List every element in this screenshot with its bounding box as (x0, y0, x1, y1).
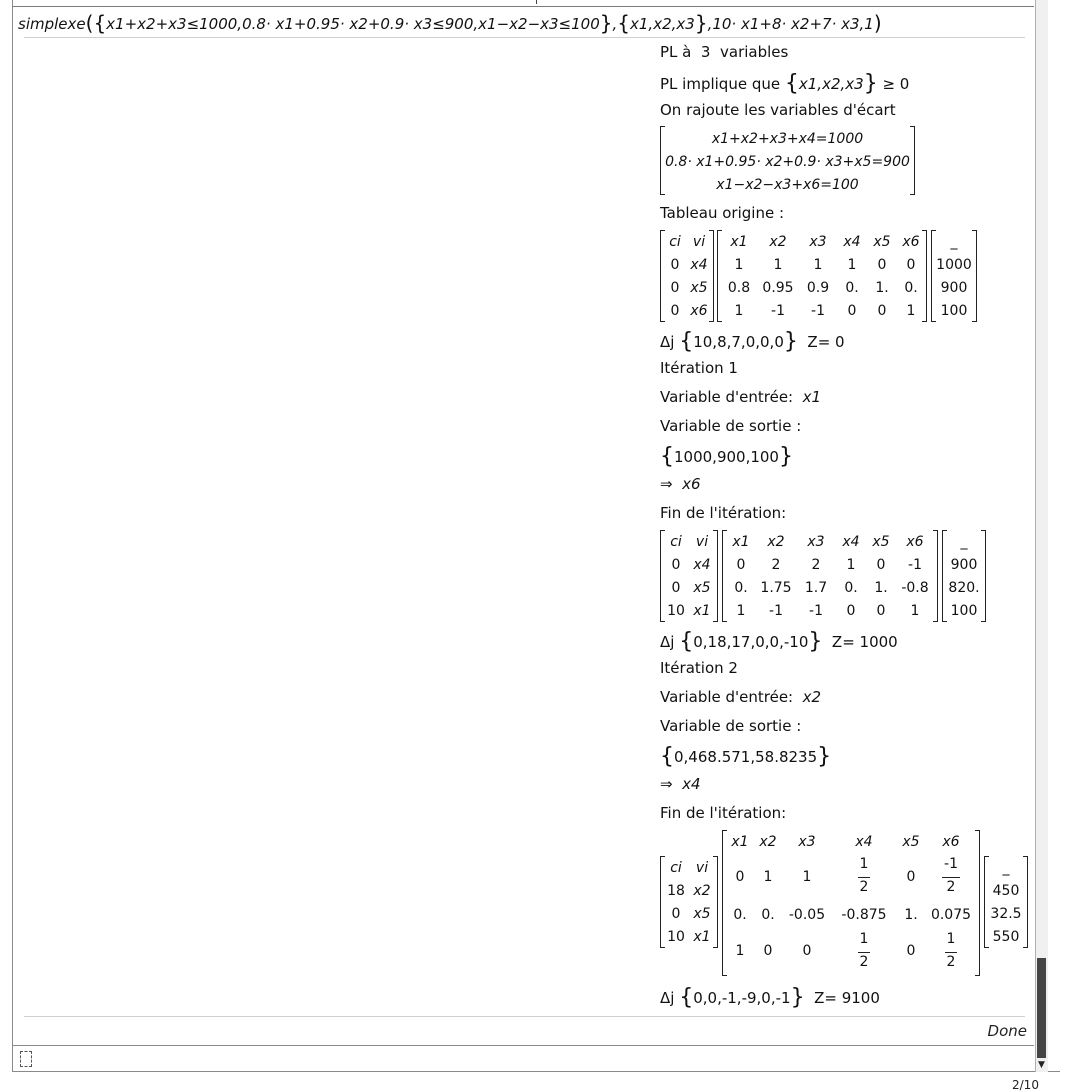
t2-civi-2-0: 0 (671, 906, 681, 922)
t1-r2c1: 0. (734, 580, 748, 596)
tableau1-civi (660, 530, 718, 622)
t2-r2c2: 0. (761, 907, 775, 923)
t0-civi-2-0: 0 (670, 280, 680, 296)
delta2-line: Δj {0,0,-1,-9,0,-1} Z= 9100 (660, 985, 880, 1010)
delta0-label: Δj (660, 333, 675, 351)
t0-h-x4: x4 (843, 234, 861, 250)
iter2-end-label: Fin de l'itération: (660, 804, 787, 822)
t2-civi-1-1: x2 (693, 883, 711, 899)
slack-eq-1: x1+x2+x3+x4=1000 (711, 131, 864, 147)
iter1-entry-var: x1 (802, 388, 822, 406)
t1-r3c1: 1 (736, 603, 746, 619)
tableau1-body (722, 530, 938, 622)
scrollbar-thumb[interactable] (1037, 958, 1046, 1058)
t1-r3c4: 0 (846, 603, 856, 619)
t2-h-x1: x1 (731, 834, 749, 850)
objective-text: 10· x1+8· x2+7· x3,1 (712, 15, 874, 33)
t0-r2c1: 0.8 (727, 280, 751, 296)
iter1-entry-label: Variable d'entrée: (660, 388, 794, 406)
t0-civi-1-0: 0 (670, 257, 680, 273)
tableau0-rhs (931, 230, 977, 322)
iter1-ratios: 1000,900,100 (674, 448, 779, 466)
t1-civi-2-1: x5 (693, 580, 711, 596)
t2-h-x6: x6 (942, 834, 960, 850)
t2-h-x3: x3 (798, 834, 816, 850)
t1-rhs-0: _ (960, 534, 968, 550)
t0-h-x1: x1 (730, 234, 748, 250)
t2-r2c3: -0.05 (788, 907, 826, 923)
t0-r1c3: 1 (813, 257, 823, 273)
t1-r3c6: 1 (910, 603, 920, 619)
t2-r3c4-num: 1 (859, 931, 869, 947)
t0-civi-2-1: x5 (690, 280, 708, 296)
t0-r3c1: 1 (734, 303, 744, 319)
t2-r1c4-bar (858, 877, 870, 878)
slack-eq-2: 0.8· x1+0.95· x2+0.9· x3+x5=900 (665, 154, 910, 170)
frame-left-border (12, 0, 13, 1072)
t1-h-x3: x3 (807, 534, 825, 550)
t2-r1c1: 0 (735, 869, 745, 885)
t2-h-x5: x5 (902, 834, 920, 850)
tableau2-rhs (984, 856, 1028, 948)
iter2-entry-var: x2 (802, 688, 822, 706)
t2-rhs-2: 32.5 (990, 906, 1022, 922)
slack-eq-3: x1−x2−x3+x6=100 (716, 177, 859, 193)
t1-r1c6: -1 (908, 557, 922, 573)
slack-text: On rajoute les variables d'écart (660, 101, 896, 119)
t2-r1c5: 0 (906, 869, 916, 885)
z1-value: Z= 1000 (831, 633, 898, 651)
t0-h-x5: x5 (873, 234, 891, 250)
t1-civi-3-1: x1 (693, 603, 711, 619)
t0-r2c6: 0. (904, 280, 918, 296)
iter1-exit-label: Variable de sortie : (660, 417, 802, 435)
t2-r1c4-num: 1 (859, 856, 869, 872)
z0-value: Z= 0 (807, 333, 845, 351)
t1-r1c3: 2 (811, 557, 821, 573)
t0-r2c3: 0.9 (806, 280, 830, 296)
t2-r1c6-fraction (942, 856, 960, 900)
t2-r2c5: 1. (904, 907, 918, 923)
t2-r2c6: 0.075 (930, 907, 972, 923)
top-tick (536, 0, 537, 4)
tableau0-body (717, 230, 927, 322)
t0-r3c6: 1 (906, 303, 916, 319)
t1-r3c2: -1 (769, 603, 783, 619)
iter2-exit-var: x4 (682, 775, 701, 793)
t2-r3c1: 1 (735, 943, 745, 959)
t2-r1c6-num: -1 (944, 856, 958, 872)
done-status: Done (987, 1022, 1027, 1040)
t0-r2c4: 0. (845, 280, 859, 296)
top-rule (12, 6, 1034, 7)
tableau2-body (722, 830, 980, 976)
t2-r3c4-bar (858, 952, 870, 953)
t1-r2c6: -0.8 (901, 580, 929, 596)
pl-vars-suffix: variables (720, 43, 789, 61)
t2-r1c4-den: 2 (859, 879, 869, 895)
t1-rhs-2: 820. (948, 580, 980, 596)
constraints-text: x1+x2+x3≤1000,0.8· x1+0.95· x2+0.9· x3≤900,x1−x2−x3≤100 (106, 15, 600, 33)
iter1-arrow: ⇒ (660, 475, 673, 493)
t2-r1c6-den: 2 (946, 879, 956, 895)
iter1-ratios-line: {1000,900,100} (660, 444, 793, 469)
vertical-scrollbar[interactable] (1035, 0, 1048, 1072)
iter2-entry-label: Variable d'entrée: (660, 688, 794, 706)
t1-r2c3: 1.7 (804, 580, 828, 596)
pl-implies-text: PL implique que (660, 75, 781, 93)
text-cursor-box[interactable] (20, 1051, 32, 1067)
t1-civi-3-0: 10 (667, 603, 685, 619)
t2-r2c1: 0. (733, 907, 747, 923)
iter1-title: Itération 1 (660, 359, 738, 377)
pl-vars-count: 3 (700, 43, 711, 61)
t0-r3c3: -1 (811, 303, 825, 319)
delta2-label: Δj (660, 989, 675, 1007)
t1-h-x6: x6 (906, 534, 924, 550)
t0-h-x3: x3 (809, 234, 827, 250)
pl-implies-set: x1,x2,x3 (798, 75, 864, 93)
t2-rhs-3: 550 (992, 929, 1020, 945)
input-expression[interactable]: simplexe({x1+x2+x3≤1000,0.8· x1+0.95· x2+0.9· x3≤900,x1−x2−x3≤100},{x1,x2,x3},10· x1+8· x2+7· x3,1) (18, 11, 882, 35)
t2-civi-0-0: ci (670, 860, 682, 876)
t2-rhs-1: 450 (992, 883, 1020, 899)
entry-line-input[interactable] (12, 1045, 1034, 1072)
pl-implies-rhs: ≥ 0 (882, 75, 910, 93)
t1-h-x1: x1 (732, 534, 750, 550)
t2-rhs-0: _ (1002, 860, 1010, 876)
t1-civi-1-1: x4 (693, 557, 711, 573)
t0-civi-3-1: x6 (690, 303, 708, 319)
scroll-down-arrow-icon[interactable]: ▼ (1038, 1060, 1045, 1070)
t2-civi-1-0: 18 (667, 883, 685, 899)
t2-r2c4: -0.875 (841, 907, 887, 923)
delta0-line: Δj {10,8,7,0,0,0} Z= 0 (660, 329, 845, 354)
t2-r3c3: 0 (802, 943, 812, 959)
t1-r3c3: -1 (809, 603, 823, 619)
iter2-ratios: 0,468.571,58.8235 (674, 748, 818, 766)
pl-implies-line: PL implique que {x1,x2,x3} ≥ 0 (660, 71, 910, 96)
iter2-ratios-line: {0,468.571,58.8235} (660, 744, 832, 769)
t0-h-x2: x2 (769, 234, 787, 250)
t0-r3c4: 0 (847, 303, 857, 319)
t1-h-x4: x4 (842, 534, 860, 550)
iter2-title: Itération 2 (660, 659, 738, 677)
t0-r2c2: 0.95 (762, 280, 794, 296)
t2-r3c5: 0 (906, 943, 916, 959)
t0-r3c2: -1 (771, 303, 785, 319)
t0-rhs-1: 1000 (936, 257, 972, 273)
t0-r1c6: 0 (906, 257, 916, 273)
t1-civi-1-0: 0 (671, 557, 681, 573)
iter1-exit-line (660, 475, 701, 493)
t2-r3c6-bar (945, 952, 957, 953)
t1-r3c5: 0 (876, 603, 886, 619)
t2-r3c6-den: 2 (946, 954, 956, 970)
delta0-values: 10,8,7,0,0,0 (693, 333, 784, 351)
t0-r1c5: 0 (877, 257, 887, 273)
t1-h-x5: x5 (872, 534, 890, 550)
t2-h-x4: x4 (855, 834, 873, 850)
t1-r2c2: 1.75 (760, 580, 792, 596)
t2-civi-2-1: x5 (693, 906, 711, 922)
t1-r1c5: 0 (876, 557, 886, 573)
variables-text: x1,x2,x3 (630, 15, 695, 33)
t2-r3c6-num: 1 (946, 931, 956, 947)
t0-r1c4: 1 (847, 257, 857, 273)
t0-h-x6: x6 (902, 234, 920, 250)
t1-h-x2: x2 (767, 534, 785, 550)
t1-r1c1: 0 (736, 557, 746, 573)
t1-r1c4: 1 (846, 557, 856, 573)
delta1-values: 0,18,17,0,0,-10 (693, 633, 809, 651)
t2-civi-3-0: 10 (667, 929, 685, 945)
t0-r3c5: 0 (877, 303, 887, 319)
t2-civi-0-1: vi (695, 860, 709, 876)
tableau-origin-label: Tableau origine : (660, 204, 785, 222)
t1-rhs-1: 900 (950, 557, 978, 573)
t0-r2c5: 1. (875, 280, 889, 296)
t2-civi-3-1: x1 (693, 929, 711, 945)
pl-variables-line (660, 43, 788, 61)
pl-vars-prefix: PL à (660, 43, 692, 61)
delta2-values: 0,0,-1,-9,0,-1 (693, 989, 791, 1007)
t0-rhs-0: _ (950, 234, 958, 250)
t2-r1c6-bar (942, 877, 960, 878)
page-indicator: 2/10 (1012, 1078, 1039, 1092)
t0-civi-0-0: ci (669, 234, 681, 250)
t0-civi-0-1: vi (692, 234, 706, 250)
delta1-label: Δj (660, 633, 675, 651)
iter1-end-label: Fin de l'itération: (660, 504, 787, 522)
t0-rhs-3: 100 (940, 303, 968, 319)
t1-r2c4: 0. (844, 580, 858, 596)
tableau2-civi (660, 856, 718, 948)
frame-bottom-border (12, 1071, 1060, 1072)
t1-r2c5: 1. (874, 580, 888, 596)
t0-r1c1: 1 (734, 257, 744, 273)
slack-system-matrix (660, 126, 915, 195)
t2-r3c2: 0 (763, 943, 773, 959)
t2-r3c4-fraction (858, 931, 870, 975)
delta1-line: Δj {0,18,17,0,0,-10} Z= 1000 (660, 629, 898, 654)
t2-r3c6-fraction (945, 931, 957, 975)
tableau0-civi (660, 230, 714, 322)
iter2-entry-line (660, 688, 821, 706)
iter1-entry-line (660, 388, 821, 406)
function-name: simplexe (18, 15, 86, 33)
t2-r1c2: 1 (763, 869, 773, 885)
t2-r1c4-fraction (858, 856, 870, 900)
iter2-exit-label: Variable de sortie : (660, 717, 802, 735)
t1-civi-0-0: ci (670, 534, 682, 550)
t1-civi-2-0: 0 (671, 580, 681, 596)
t0-r1c2: 1 (773, 257, 783, 273)
iter1-exit-var: x6 (682, 475, 701, 493)
separator-rule (24, 1016, 1025, 1017)
t0-civi-3-0: 0 (670, 303, 680, 319)
iter2-arrow: ⇒ (660, 775, 673, 793)
tableau1-rhs (942, 530, 986, 622)
t1-r1c2: 2 (771, 557, 781, 573)
t2-h-x2: x2 (759, 834, 777, 850)
entry-rule (24, 37, 1025, 38)
t2-r1c3: 1 (802, 869, 812, 885)
t2-r3c4-den: 2 (859, 954, 869, 970)
t1-civi-0-1: vi (695, 534, 709, 550)
iter2-exit-line (660, 775, 701, 793)
t0-civi-1-1: x4 (690, 257, 708, 273)
z2-value: Z= 9100 (814, 989, 880, 1007)
t1-rhs-3: 100 (950, 603, 978, 619)
t0-rhs-2: 900 (940, 280, 968, 296)
